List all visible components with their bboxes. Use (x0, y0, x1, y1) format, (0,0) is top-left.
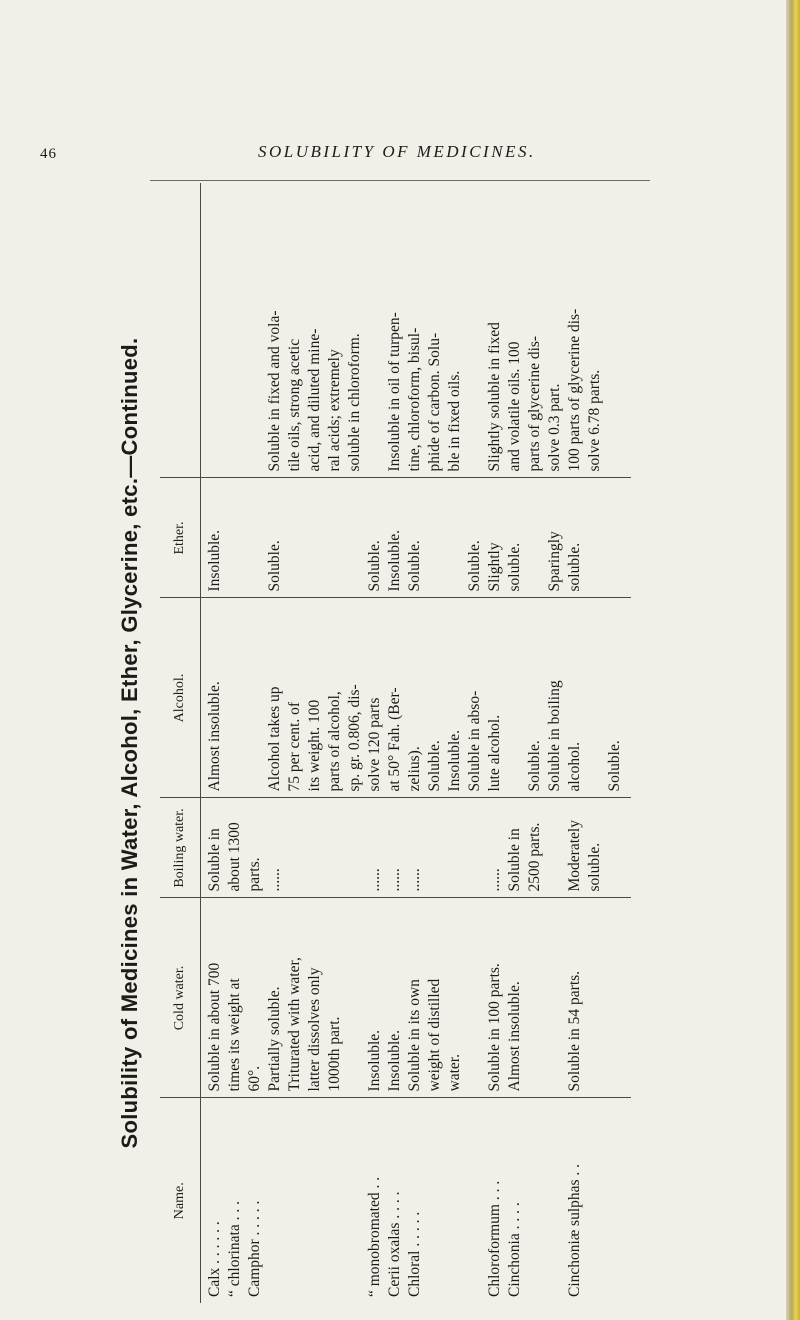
cell-line: times its weight at (226, 978, 243, 1092)
cell-line (325, 485, 345, 592)
cell-line: 60°. (246, 1065, 263, 1092)
cell-line: Soluble. (526, 740, 543, 792)
cell-line: Soluble in fixed and vola- (266, 310, 283, 472)
cell-line: 1000th part. (326, 1016, 343, 1092)
cell-line (445, 485, 465, 592)
cell-line: soluble. (506, 542, 523, 592)
cell-line: Calx . . . . . . (206, 1221, 223, 1297)
header-rule (150, 180, 650, 181)
cell-line: 2500 parts. (526, 822, 543, 892)
cell-line (325, 805, 345, 892)
cell-line (305, 1105, 325, 1298)
cell-line: tine, chloroform, bisul- (406, 327, 423, 472)
cell-line (525, 485, 545, 592)
cell-line: Cinchonia . . . . (506, 1202, 523, 1297)
cell-line: Almost insoluble. (506, 981, 523, 1092)
cell-line (285, 485, 305, 592)
cell-line: Cinchoniæ sulphas . . (566, 1163, 583, 1297)
cell-line: at 50° Fah. (Ber- (386, 687, 403, 792)
cell-line: Insoluble. (366, 1029, 383, 1092)
name-column (201, 1098, 632, 1303)
cell-line: Soluble in (506, 828, 523, 892)
header-cold-water: Cold water. (160, 898, 201, 1098)
cell-line: ...... (266, 868, 283, 892)
cell-line (525, 905, 545, 1092)
cell-line: soluble. (566, 542, 583, 592)
cell-line: Soluble. (426, 740, 443, 792)
cell-line (345, 1105, 365, 1298)
cell-line: Slightly (486, 542, 503, 592)
cell-line (305, 485, 325, 592)
cell-line: Soluble in boiling (546, 680, 563, 792)
cell-line: Soluble. (466, 540, 483, 592)
cell-line (345, 485, 365, 592)
cell-line (445, 805, 465, 892)
header-name: Name. (160, 1098, 201, 1303)
cell-line (225, 189, 245, 472)
cell-line: ral acids; extremely (326, 349, 343, 472)
cell-line: parts of alcohol, (326, 691, 343, 792)
cell-line (285, 1105, 305, 1298)
cell-line (345, 805, 365, 892)
cell-line: ...... (486, 868, 503, 892)
cell-line: water. (446, 1054, 463, 1092)
cell-line: Soluble in 54 parts. (566, 970, 583, 1092)
cell-line: Almost insoluble. (206, 681, 223, 792)
cell-line (425, 1105, 445, 1298)
cell-line (305, 805, 325, 892)
cell-line: Insoluble. (386, 1029, 403, 1092)
cell-line: solve 6.78 parts. (586, 369, 603, 472)
cell-line (465, 189, 485, 472)
cell-line (245, 485, 265, 592)
cell-line (345, 905, 365, 1092)
cell-line (245, 605, 265, 792)
cell-line: Soluble. (606, 740, 623, 792)
cell-line (545, 1105, 565, 1298)
cell-line: Soluble in 100 parts. (486, 963, 503, 1092)
book-spine-edge (786, 0, 800, 1320)
cell-line (425, 485, 445, 592)
table-header-row (160, 183, 201, 1303)
cell-line: Soluble. (266, 540, 283, 592)
cell-line (545, 905, 565, 1092)
cell-line: Sparingly (546, 531, 563, 592)
cell-line (465, 1105, 485, 1298)
boiling-water-column (201, 798, 632, 898)
cell-line (465, 805, 485, 892)
solubility-table (160, 183, 631, 1303)
cell-line: parts of glycerine dis- (526, 335, 543, 472)
header-boiling-water: Boiling water. (160, 798, 201, 898)
cell-line: Soluble. (406, 540, 423, 592)
cell-line: acid, and diluted mine- (306, 328, 323, 472)
cell-line (525, 1105, 545, 1298)
cold-water-column (201, 898, 632, 1098)
cell-line: soluble. (586, 842, 603, 892)
cell-line: 75 per cent. of (286, 701, 303, 792)
header-ether: Ether. (160, 478, 201, 598)
ether-column (201, 478, 632, 598)
cell-line: its weight. 100 (306, 699, 323, 792)
cell-line (325, 1105, 345, 1298)
cell-line: Soluble in abso- (466, 690, 483, 792)
cell-line (225, 485, 245, 592)
cell-line: solve 0.3 part. (546, 383, 563, 472)
cell-line: Partially soluble. (266, 986, 283, 1092)
cell-line: Soluble in about 700 (206, 962, 223, 1092)
cell-line (245, 189, 265, 472)
cell-line: latter dissolves only (306, 967, 323, 1092)
cell-line (225, 605, 245, 792)
cell-line: Chloroformum . . . (486, 1180, 503, 1297)
table-body-row (201, 183, 632, 1303)
cell-line: solve 120 parts (366, 697, 383, 792)
cell-line: alcohol. (566, 742, 583, 792)
cell-line: phide of carbon. Solu- (426, 332, 443, 472)
cell-line (445, 1105, 465, 1298)
cell-line: weight of distilled (426, 978, 443, 1092)
cell-line (205, 189, 225, 472)
cell-line (425, 805, 445, 892)
cell-line: Camphor . . . . . (246, 1200, 263, 1297)
cell-line: tile oils, strong acetic (286, 338, 303, 472)
cell-line: Insoluble. (206, 529, 223, 592)
running-head-title: SOLUBILITY OF MEDICINES. (258, 142, 536, 161)
cell-line: Slightly soluble in fixed (486, 322, 503, 472)
cell-line: Triturated with water, (286, 957, 303, 1092)
cell-line: ...... (406, 868, 423, 892)
cell-line: Insoluble in oil of turpen- (386, 312, 403, 472)
cell-line (285, 805, 305, 892)
cell-line (585, 605, 605, 792)
cell-line (465, 905, 485, 1092)
cell-line: Soluble. (366, 540, 383, 592)
cell-line: Soluble in its own (406, 979, 423, 1092)
table-caption: Solubility of Medicines in Water, Alcohol, Ether, Glycerine, etc.—Continued. (117, 337, 142, 1149)
cell-line: 100 parts of glycerine dis- (566, 308, 583, 472)
cell-line: “ monobromated . . (366, 1176, 383, 1297)
cell-line: Insoluble. (386, 529, 403, 592)
cell-line (505, 605, 525, 792)
cell-line (265, 1105, 285, 1298)
header-alcohol: Alcohol. (160, 598, 201, 798)
rotated-content (105, 183, 685, 1303)
other-solvents-column (201, 183, 632, 478)
cell-line: and volatile oils. 100 (506, 341, 523, 472)
cell-line: Moderately (566, 820, 583, 892)
cell-line: soluble in chloroform. (346, 333, 363, 472)
page-number: 46 (40, 146, 57, 162)
cell-line: ble in fixed oils. (446, 370, 463, 472)
cell-line: “ chlorinata . . . (226, 1201, 243, 1297)
cell-line (545, 805, 565, 892)
cell-line: lute alcohol. (486, 714, 503, 792)
cell-line: Cerii oxalas . . . . (386, 1191, 403, 1297)
cell-line: zelius). (406, 746, 423, 792)
cell-line: Insoluble. (446, 729, 463, 792)
rotated-table-area (105, 183, 685, 1303)
cell-line: ...... (366, 868, 383, 892)
cell-line: about 1300 (226, 822, 243, 892)
cell-line (365, 189, 385, 472)
cell-line: Chloral . . . . . (406, 1211, 423, 1297)
running-head (40, 140, 680, 170)
cell-line: Alcohol takes up (266, 686, 283, 792)
header-other-solvents (160, 183, 201, 478)
cell-line: sp. gr. 0.806, dis- (346, 684, 363, 792)
alcohol-column (201, 598, 632, 798)
cell-line: Soluble in (206, 828, 223, 892)
cell-line: parts. (246, 857, 263, 892)
cell-line: ...... (386, 868, 403, 892)
